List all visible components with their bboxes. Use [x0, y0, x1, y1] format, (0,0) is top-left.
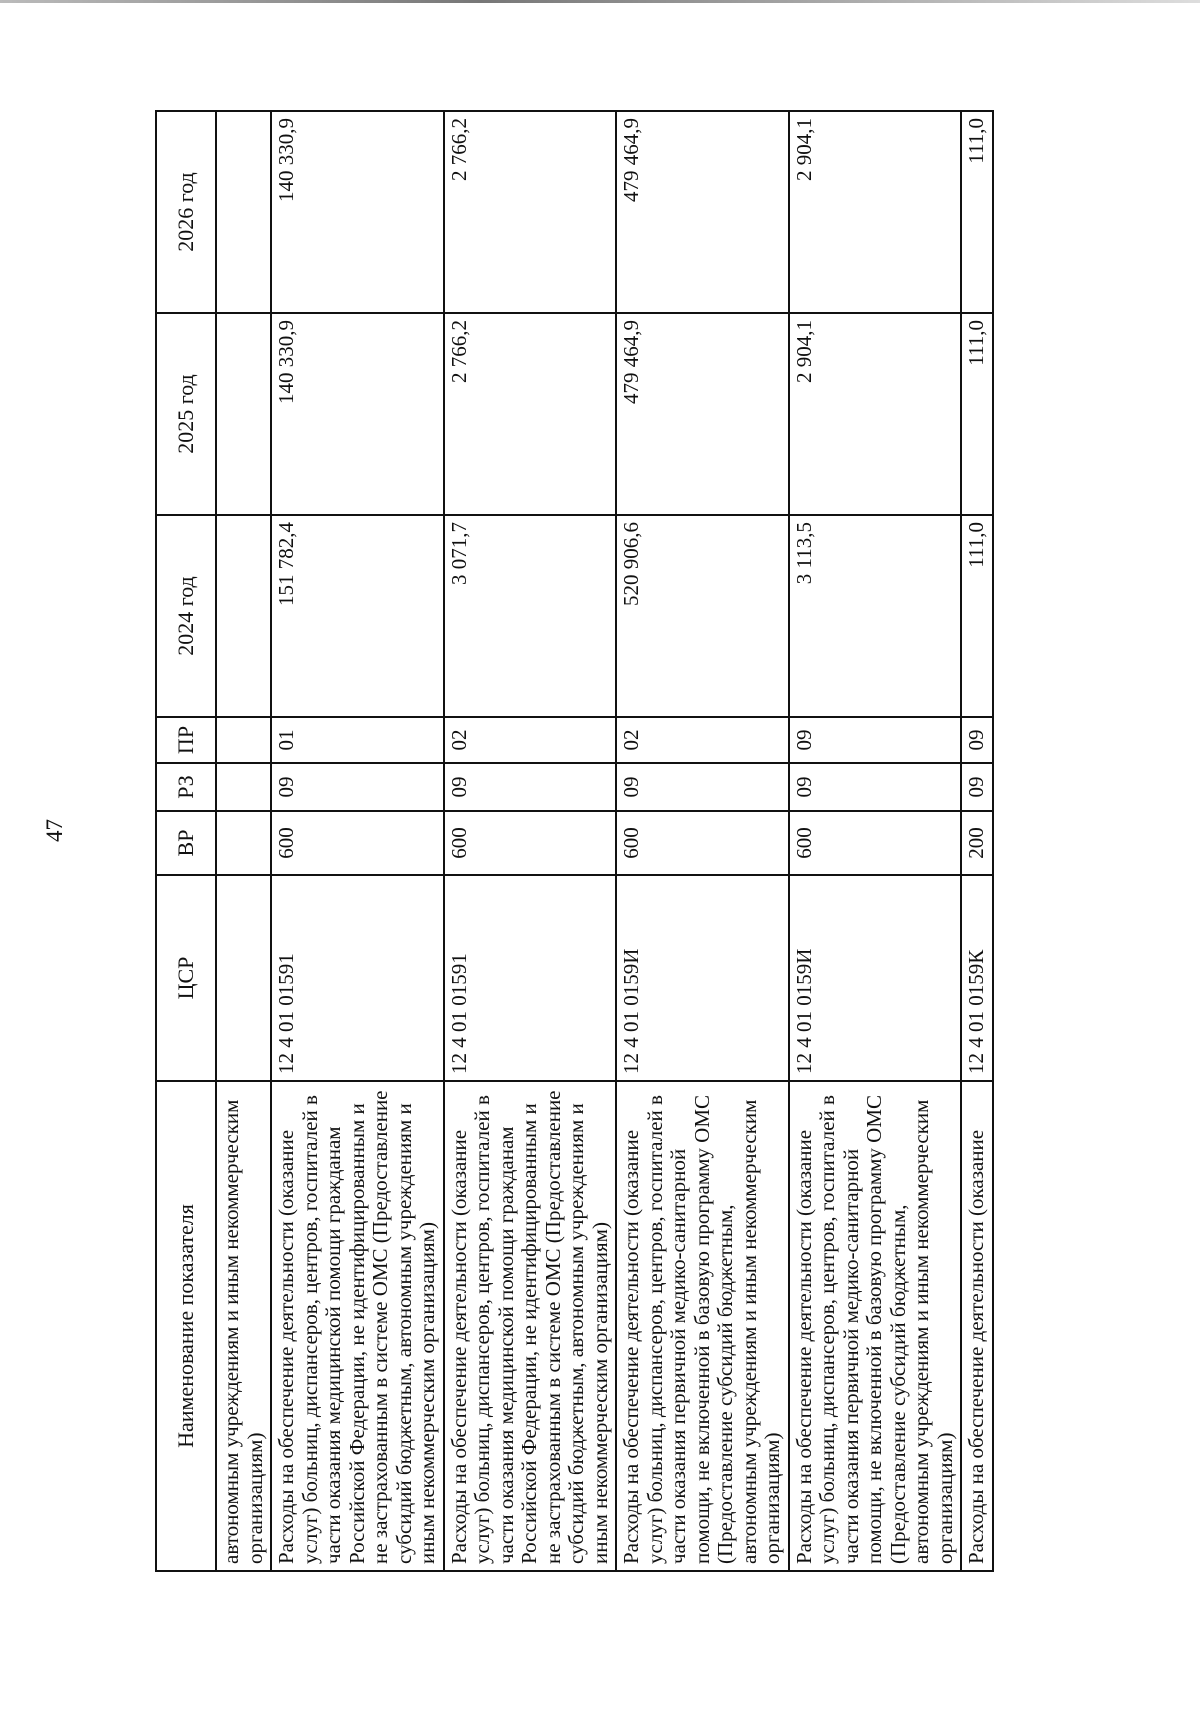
cell-pr: 09	[789, 717, 962, 763]
cell-2026	[216, 111, 271, 313]
cell-rz	[216, 763, 271, 811]
cell-name: Расходы на обеспечение деятельности (оказание услуг) больниц, диспансеров, центров, госпиталей в части оказания первичной медико-санитарной помощи, не включенной в базовую программу ОМС (Предоставление субсидий бюджетным, автономным учреждениям и иным некоммерческим организациям)	[789, 1081, 962, 1571]
header-vr: ВР	[156, 811, 216, 875]
cell-2024: 3 071,7	[444, 515, 617, 717]
cell-2025: 111,0	[961, 313, 993, 515]
cell-pr	[216, 717, 271, 763]
cell-rz: 09	[616, 763, 789, 811]
rotated-table-container	[155, 112, 1085, 1572]
cell-2026: 479 464,9	[616, 111, 789, 313]
cell-2024: 520 906,6	[616, 515, 789, 717]
cell-name: Расходы на обеспечение деятельности (оказание услуг) больниц, диспансеров, центров, госпиталей в части оказания первичной медико-санитарной помощи, не включенной в базовую программу ОМС (Предоставление субсидий бюджетным, автономным учреждениям и иным некоммерческим организациям)	[616, 1081, 789, 1571]
cell-csr: 12 4 01 0159К	[961, 875, 993, 1081]
cell-vr	[216, 811, 271, 875]
cell-csr: 12 4 01 0159И	[616, 875, 789, 1081]
cell-2024: 111,0	[961, 515, 993, 717]
cell-csr: 12 4 01 0159И	[789, 875, 962, 1081]
cell-2026: 140 330,9	[271, 111, 444, 313]
table-row	[789, 111, 962, 1571]
header-2024: 2024 год	[156, 515, 216, 717]
cell-rz: 09	[961, 763, 993, 811]
cell-pr: 01	[271, 717, 444, 763]
cell-csr	[216, 875, 271, 1081]
cell-2024	[216, 515, 271, 717]
header-name: Наименование показателя	[156, 1081, 216, 1571]
header-rz: РЗ	[156, 763, 216, 811]
cell-name: Расходы на обеспечение деятельности (оказание услуг) больниц, диспансеров, центров, госпиталей в части оказания медицинской помощи гражданам Российской Федерации, не идентифицированным и не застрахованным в системе ОМС (Предоставление субсидий бюджетным, автономным учреждениям и иным некоммерческим организациям)	[444, 1081, 617, 1571]
cell-name: автономным учреждениям и иным некоммерческим организациям)	[216, 1081, 271, 1571]
cell-rz: 09	[444, 763, 617, 811]
cell-csr: 12 4 01 01591	[271, 875, 444, 1081]
cell-2025: 2 766,2	[444, 313, 617, 515]
cell-pr: 02	[616, 717, 789, 763]
cell-name: Расходы на обеспечение деятельности (оказание услуг) больниц, диспансеров, центров, госпиталей в части оказания медицинской помощи гражданам Российской Федерации, не идентифицированным и не застрахованным в системе ОМС (Предоставление субсидий бюджетным, автономным учреждениям и иным некоммерческим организациям)	[271, 1081, 444, 1571]
header-pr: ПР	[156, 717, 216, 763]
scan-edge-line	[0, 0, 1200, 3]
cell-2024: 3 113,5	[789, 515, 962, 717]
cell-rz: 09	[789, 763, 962, 811]
cell-2026: 2 904,1	[789, 111, 962, 313]
cell-2024: 151 782,4	[271, 515, 444, 717]
table-row	[961, 111, 993, 1571]
table-row	[616, 111, 789, 1571]
cell-vr: 600	[789, 811, 962, 875]
cell-2026: 111,0	[961, 111, 993, 313]
cell-name: Расходы на обеспечение деятельности (оказание	[961, 1081, 993, 1571]
cell-2025: 479 464,9	[616, 313, 789, 515]
header-csr: ЦСР	[156, 875, 216, 1081]
header-2026: 2026 год	[156, 111, 216, 313]
table-row	[216, 111, 271, 1571]
budget-table	[155, 110, 994, 1572]
header-2025: 2025 год	[156, 313, 216, 515]
cell-2025	[216, 313, 271, 515]
cell-2026: 2 766,2	[444, 111, 617, 313]
cell-2025: 140 330,9	[271, 313, 444, 515]
cell-pr: 09	[961, 717, 993, 763]
cell-vr: 200	[961, 811, 993, 875]
page-number: 47	[42, 819, 67, 842]
cell-vr: 600	[444, 811, 617, 875]
cell-csr: 12 4 01 01591	[444, 875, 617, 1081]
cell-rz: 09	[271, 763, 444, 811]
table-row	[271, 111, 444, 1571]
table-header-row	[156, 111, 216, 1571]
cell-2025: 2 904,1	[789, 313, 962, 515]
cell-pr: 02	[444, 717, 617, 763]
table-row	[444, 111, 617, 1571]
cell-vr: 600	[271, 811, 444, 875]
cell-vr: 600	[616, 811, 789, 875]
